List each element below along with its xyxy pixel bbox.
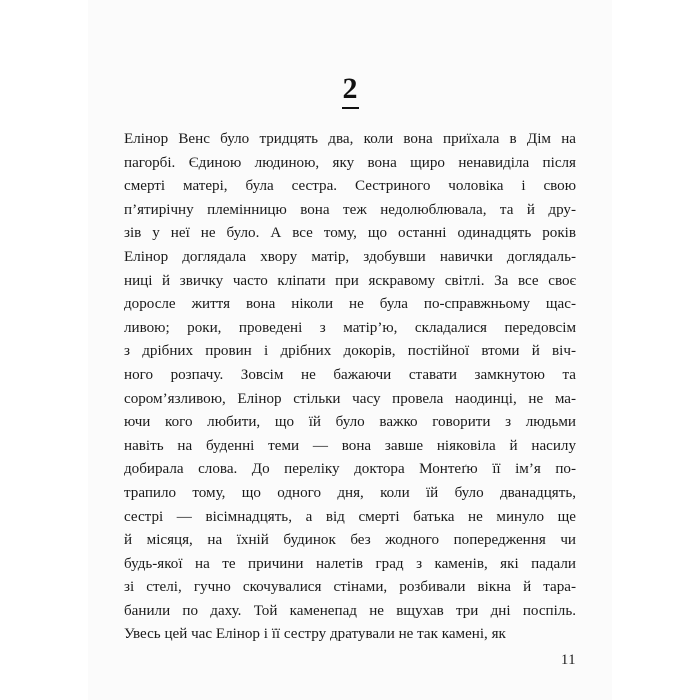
body-line: зі стелі, гучно скочувалися стінами, розбивали вікна й тара- (124, 579, 576, 596)
body-line: будь-якої на те причини налетів град з каменів, які падали (124, 555, 576, 572)
body-line: навіть на буденні теми — вона завше ніяковіла й насилу (124, 437, 576, 454)
chapter-heading (88, 74, 612, 109)
body-line: пагорбі. Єдиною людиною, яку вона щиро ненавиділа після (124, 154, 576, 171)
body-line: зів у неї не було. А все тому, що останні одинадцять років (124, 225, 576, 242)
body-line: добирала слова. До переліку доктора Монтеґю її ім’я по- (124, 461, 576, 478)
body-line: Увесь цей час Елінор і її сестру дратували не так камені, як (124, 626, 506, 643)
body-line: й місяця, на їхній будинок без жодного попередження чи (124, 532, 576, 549)
page-number: 11 (561, 652, 576, 668)
body-line: смерті матері, була сестра. Сестриного чоловіка і свою (124, 178, 576, 195)
body-line: ного розпачу. Зовсім не бажаючи ставати замкнутою та (124, 366, 576, 383)
body-line: ливою; роки, проведені з матір’ю, складалися передовсім (124, 319, 576, 336)
body-line: сестрі — вісімнадцять, а від смерті батька не минуло ще (124, 508, 576, 525)
chapter-number: 2 (342, 74, 359, 109)
body-line: ниці й звичку часто кліпати при яскравому світлі. За все своє (124, 272, 576, 289)
body-line: сором’язливою, Елінор стільки часу провела наодинці, не ма- (124, 390, 576, 407)
body-paragraph (124, 128, 576, 647)
body-text-block (124, 128, 576, 647)
body-line: Елінор доглядала хвору матір, здобувши навички доглядаль- (124, 248, 576, 265)
body-line: ючи кого любити, що їй було важко говорити з людьми (124, 414, 576, 431)
body-line: з дрібних провин і дрібних докорів, постійної втоми й віч- (124, 343, 576, 360)
body-line: трапило тому, що одного дня, коли їй було дванадцять, (124, 484, 576, 501)
body-line: банили по даху. Той каменепад не вщухав три дні поспіль. (124, 602, 576, 619)
body-line: доросле життя вона ніколи не була по-справжньому щас- (124, 296, 576, 313)
body-line: п’ятирічну племінницю вона теж недолюблювала, та й дру- (124, 201, 576, 218)
body-line: Елінор Венс було тридцять два, коли вона приїхала в Дім на (124, 131, 576, 147)
